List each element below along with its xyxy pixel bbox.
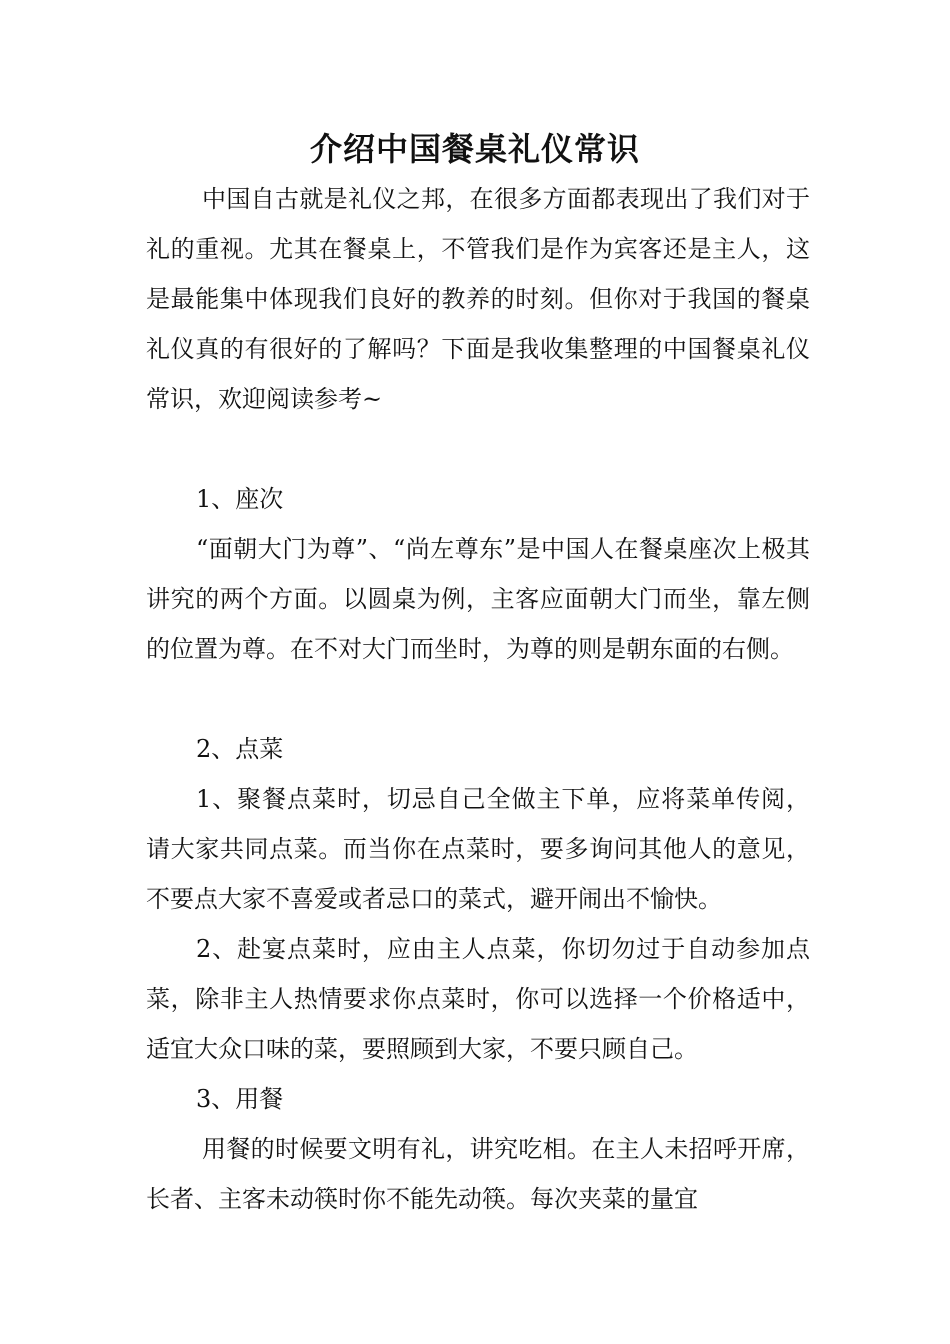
ordering-paragraph-1: 1、聚餐点菜时，切忌自己全做主下单，应将菜单传阅，请大家共同点菜。而当你在点菜时，要多询问其他人的意见，不要点大家不喜爱或者忌口的菜式，避开闹出不愉快。 — [146, 785, 810, 913]
document-title: 介绍中国餐桌礼仪常识 — [309, 130, 640, 168]
section-heading-dining: 3、用餐 — [196, 1085, 284, 1113]
ordering-paragraph-2: 2、赴宴点菜时，应由主人点菜，你切勿过于自动参加点菜，除非主人热情要求你点菜时，你可以选择一个价格适中，适宜大众口味的菜，要照顾到大家，不要只顾自己。 — [146, 935, 810, 1063]
section-heading-seating: 1、座次 — [196, 485, 284, 513]
seating-paragraph: “面朝大门为尊”、“尚左尊东”是中国人在餐桌座次上极其讲究的两个方面。以圆桌为例，主客应面朝大门而坐，靠左侧的位置为尊。在不对大门而坐时，为尊的则是朝东面的右侧。 — [146, 535, 810, 663]
dining-paragraph: 用餐的时候要文明有礼，讲究吃相。在主人未招呼开席，长者、主客未动筷时你不能先动筷。每次夹菜的量宜 — [146, 1135, 810, 1213]
intro-paragraph: 中国自古就是礼仪之邦，在很多方面都表现出了我们对于礼的重视。尤其在餐桌上，不管我们是作为宾客还是主人，这是最能集中体现我们良好的教养的时刻。但你对于我国的餐桌礼仪真的有很好的了解吗？下面是我收集整理的中国餐桌礼仪常识，欢迎阅读参考~ — [146, 185, 810, 413]
section-heading-ordering: 2、点菜 — [196, 735, 284, 763]
